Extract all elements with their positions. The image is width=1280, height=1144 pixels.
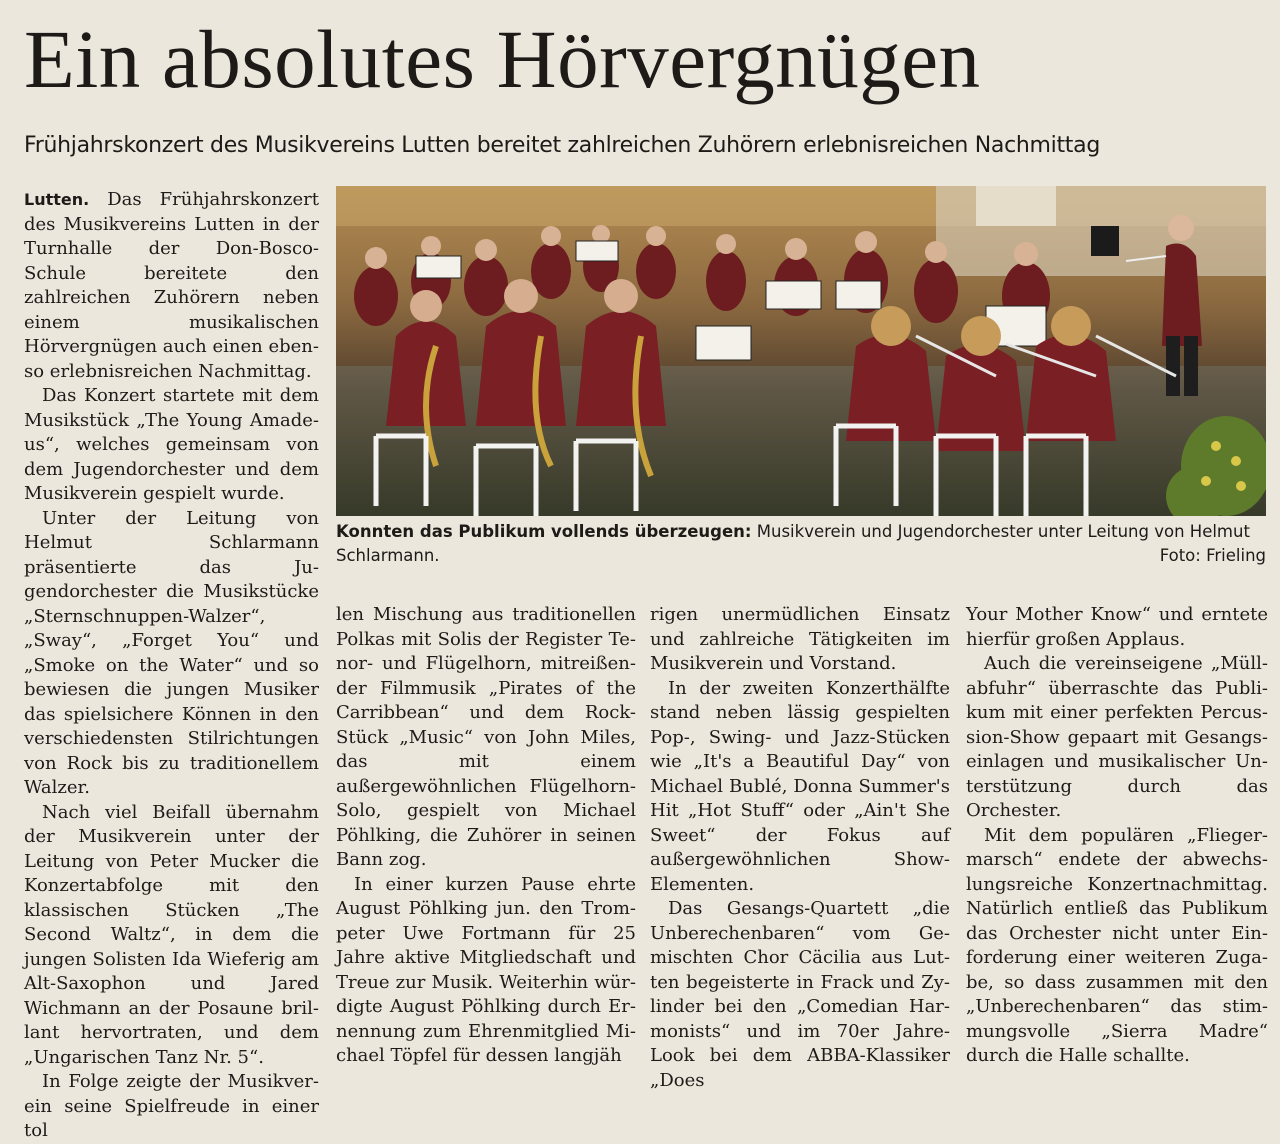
paragraph: In Folge zeigte der Musikverein seine Spielfreude in einer tol: [24, 1071, 319, 1141]
photo-caption: [336, 520, 1266, 568]
paragraph: rigen unermüdlichen Einsatz und zahlreiche Tätigkeiten im Musikverein und Vorstand.: [650, 604, 950, 674]
orchestra-illustration: [336, 186, 1266, 516]
paragraph: Das Gesangs-Quartett „die Unberechenbaren“ vom Gemischten Chor Cäcilia aus Lutten begeisterte in Frack und Zylinder bei den „Comedian Harmonists“ und im 70er Jahre-Look bei dem ABBA-Klassiker „Does: [650, 898, 950, 1091]
paragraph: len Mischung aus traditionellen Polkas mit Solis der Register Tenor- und Flügelhorn, mitreißender Filmmusik „Pirates of the Carribbean“ und dem Rock-Stück „Music“ von John Miles, das mit einem außergewöhnlichen Flügelhorn-Solo, gespielt von Michael Pöhlking, die Zuhörer in seinen Bann zog.: [336, 604, 636, 870]
dateline: Lutten.: [24, 190, 90, 209]
paragraph: Mit dem populären „Fliegermarsch“ endete der abwechslungsreiche Konzertnachmittag. Natürlich entließ das Publikum das Orchester nicht unter Einforderung einer weiteren Zugabe, so dass zusammen mit den „Unberechenbaren“ das stimmungsvolle „Sierra Madre“ durch die Halle schallte.: [966, 824, 1268, 1066]
paragraph: In der zweiten Konzerthälfte stand neben lässig gespielten Pop-, Swing- und Jazz-Stücken wie „It's a Beautiful Day“ von Michael Bublé, Donna Summer's Hit „Hot Stuff“ oder „Ain't She Sweet“ der Fokus auf außergewöhnlichen Show-Elementen.: [650, 677, 950, 895]
paragraph: Nach viel Beifall übernahm der Musikverein unter der Leitung von Peter Mucker die Konzertabfolge mit den klassischen Stücken „The Second Waltz“, in dem die jungen Solisten Ida Wieferig am Alt-Saxophon und Jared Wichmann an der Posaune brillant hervortraten, und dem „Ungarischen Tanz Nr. 5“.: [24, 801, 319, 1068]
caption-lead: Konnten das Publikum vollends überzeugen:: [336, 522, 752, 541]
concert-photo: [336, 186, 1266, 516]
article-column-4: [966, 603, 1268, 1069]
caption-text: Musikverein und Jugendorchester unter Leitung von Helmut Schlarmann.: [336, 522, 1250, 565]
paragraph: Your Mother Know“ und erntete hierfür großen Applaus.: [966, 604, 1268, 650]
article-column-2: [336, 603, 636, 1069]
subheadline: Frühjahrskonzert des Musikvereins Lutten bereitet zahlreichen Zuhörern erlebnisreichen Nachmittag: [24, 133, 1100, 158]
paragraph: Auch die vereinseigene „Müllabfuhr“ überraschte das Publikum mit einer perfekten Percussion-Show gepaart mit Gesangseinlagen und musikalischer Unterstützung durch das Orchester.: [966, 653, 1268, 821]
article-column-1: [24, 188, 319, 1144]
paragraph: Unter der Leitung von Helmut Schlarmann präsentierte das Jugendorchester die Musikstücke „Sternschnuppen-Walzer“, „Sway“, „Forget You“ und „Smoke on the Water“ und so bewiesen die jungen Musiker das spielsichere Können in den verschiedensten Stilrichtungen von Rock bis zu traditionellem Walzer.: [24, 507, 319, 798]
paragraph: In einer kurzen Pause ehrte August Pöhlking jun. den Trompeter Uwe Fortmann für 25 Jahre aktive Mitgliedschaft und Treue zur Musik. Weiterhin würdigte August Pöhlking durch Ernennung zum Ehrenmitglied Michael Töpfel für dessen langjäh: [336, 873, 636, 1066]
photo-credit: Foto: Frieling: [1159, 546, 1266, 565]
paragraph-text: Das Frühjahrskonzert des Musikvereins Lutten in der Turnhalle der Don-Bosco-Schule bereitete den zahlreichen Zuhörern neben einem musikalischen Hörvergnügen auch einen ebenso erlebnisreichen Nachmittag.: [24, 189, 319, 382]
article-column-3: [650, 603, 950, 1093]
headline: Ein absolutes Hörvergnügen: [24, 13, 981, 105]
paragraph: [24, 188, 319, 384]
paragraph: Das Konzert startete mit dem Musikstück „The Young Amadeus“, welches gemeinsam von dem Jugendorchester und dem Musikverein gespielt wurde.: [24, 385, 319, 504]
